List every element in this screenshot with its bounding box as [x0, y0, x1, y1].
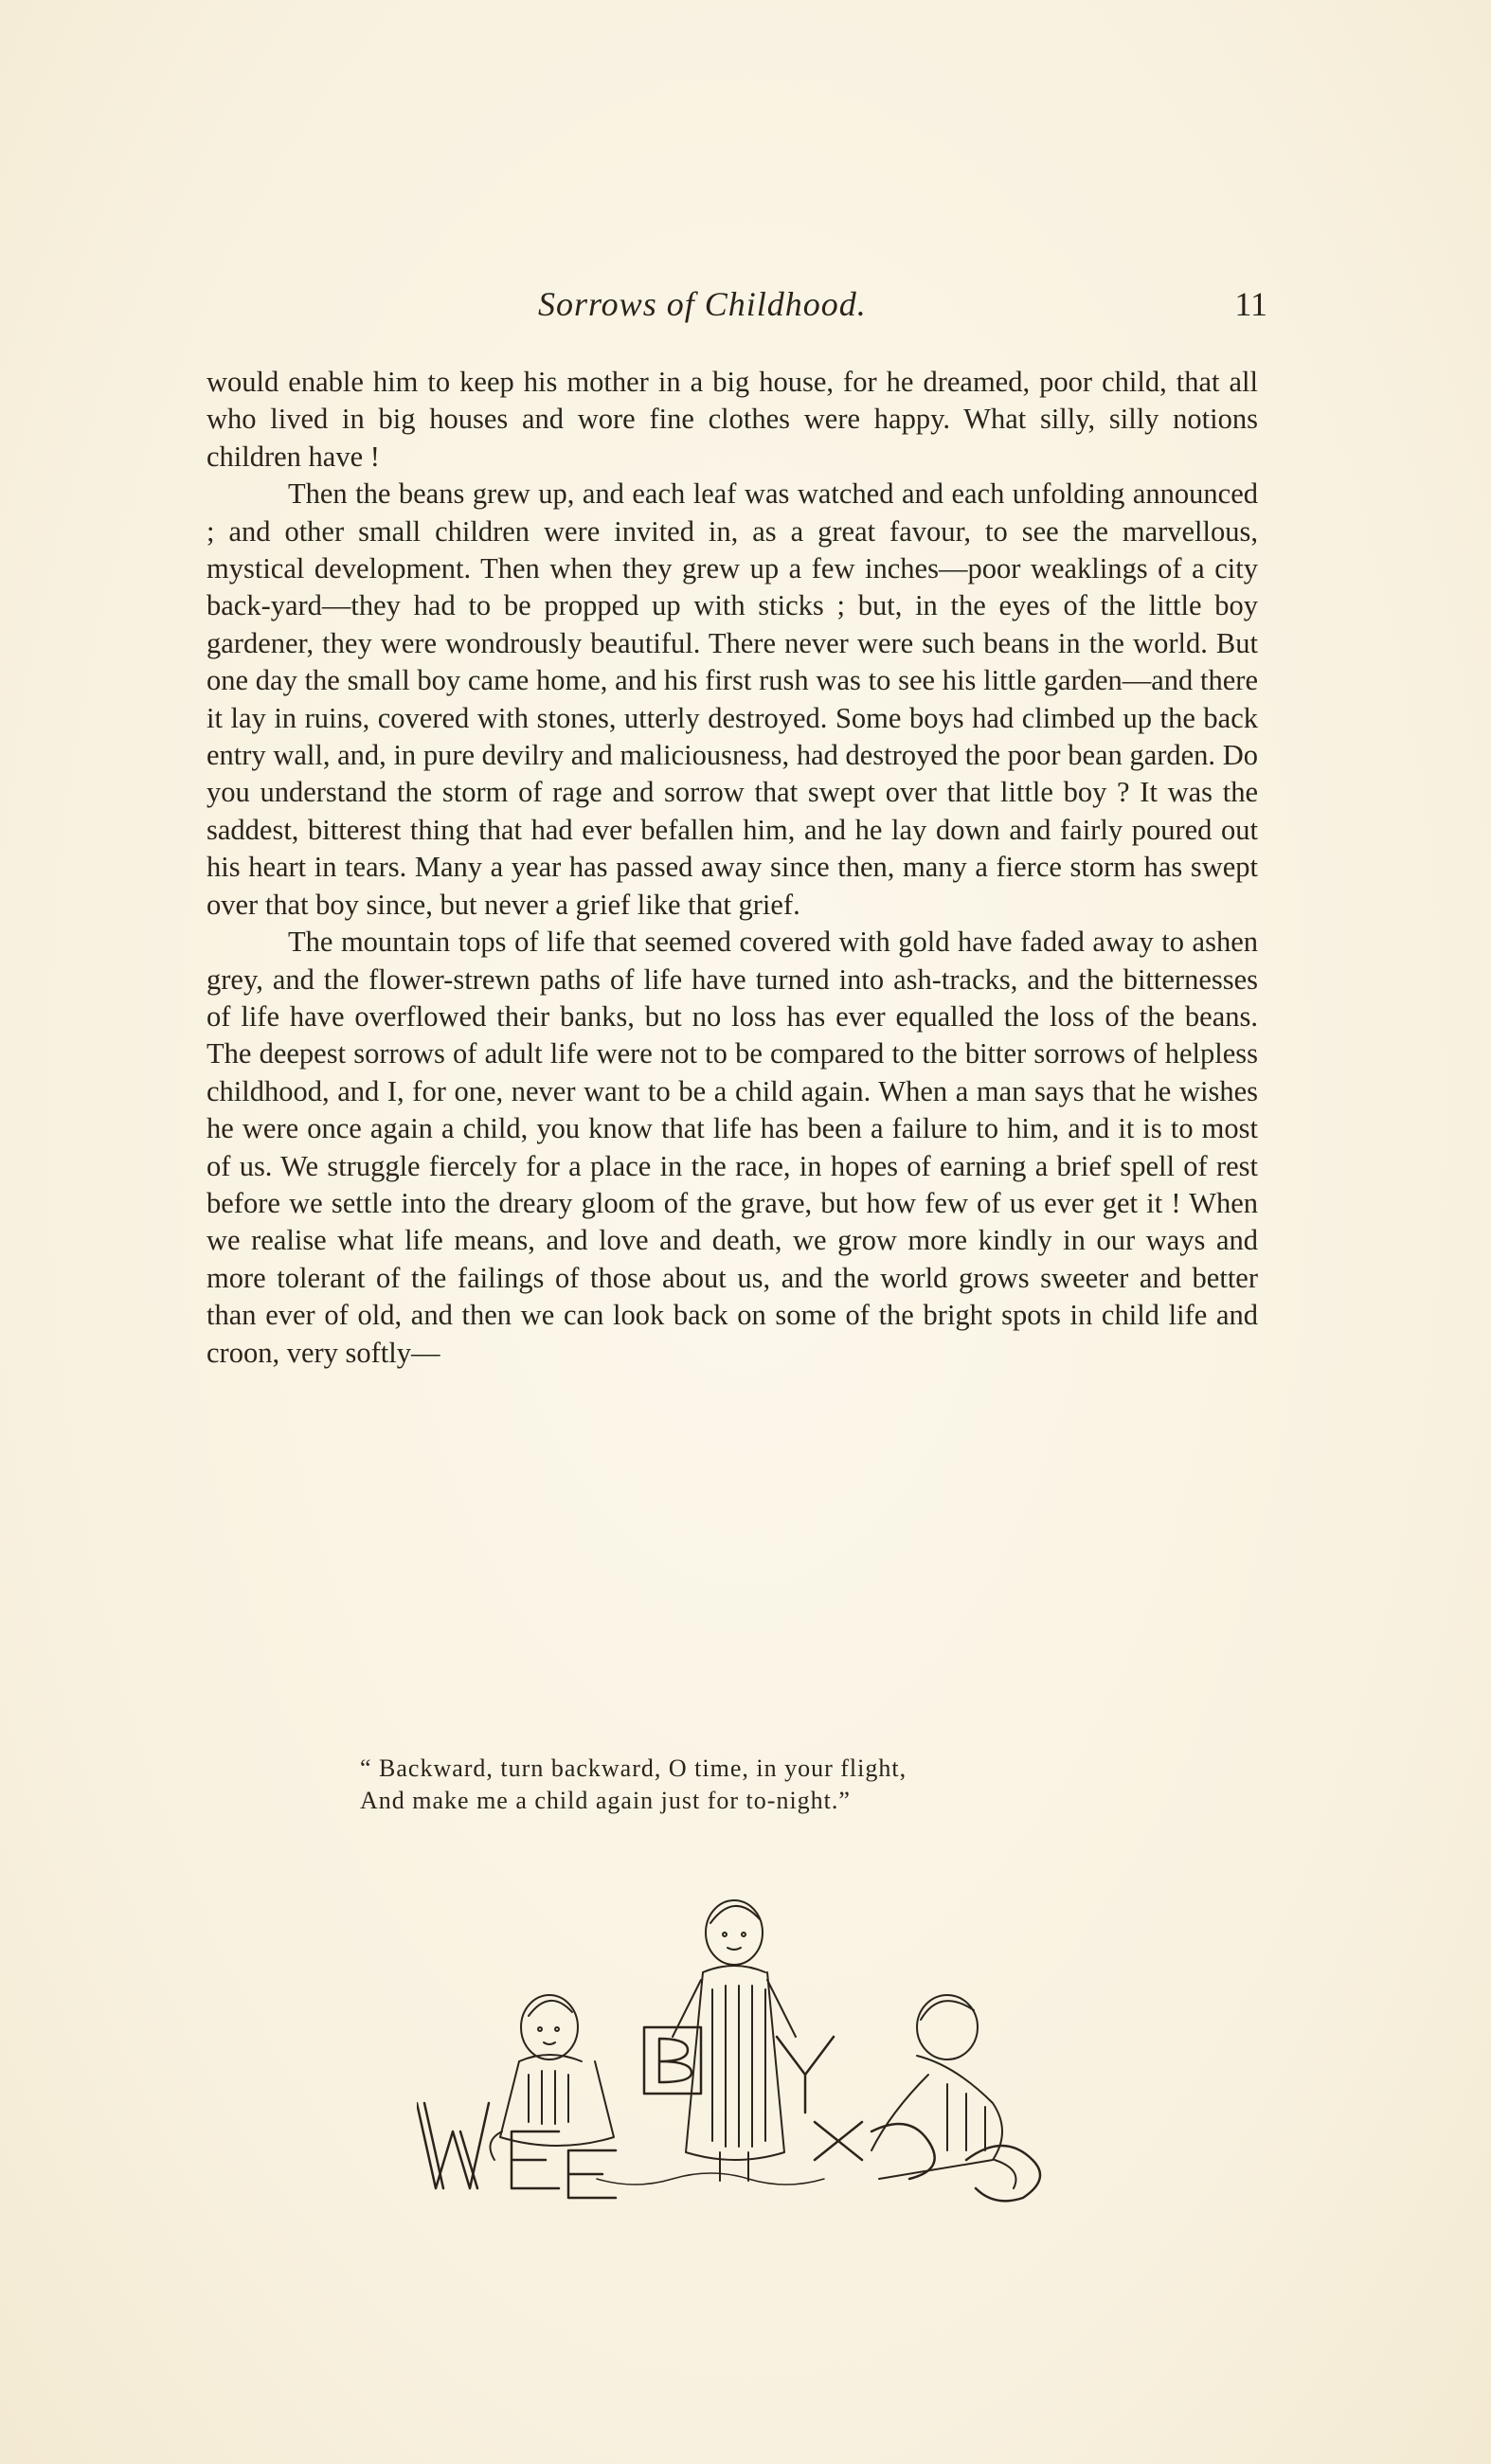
children-with-letters-illustration	[417, 1895, 1080, 2207]
running-title: Sorrows of Childhood.	[538, 285, 867, 323]
verse-quotation	[360, 1753, 1213, 1817]
verse-line-1: “ Backward, turn backward, O time, in your flight,	[360, 1754, 907, 1782]
paragraph-mountain-tops: The mountain tops of life that seemed covered with gold have faded away to ashen grey, and the flower-strewn paths of life have turned into ash-tracks, and the bitternesses of life have overflowed their banks, but no loss has ever equalled the loss of the beans. The deepest sorrows of adult life were not to be compared to the bitter sorrows of helpless childhood, and I, for one, never want to be a child again. When a man says that he wishes he were once again a child, you know that life has been a failure to him, and it is to most of us. We struggle fiercely for a place in the race, in hopes of earning a brief spell of rest before we settle into the dreary gloom of the grave, but how few of us ever get it ! When we realise what life means, and love and death, we grow more kindly in our ways and more tolerant of the failings of those about us, and the world grows sweeter and better than ever of old, and then we can look back on some of the bright spots in child life and croon, very softly—	[207, 926, 1258, 1369]
body-text	[207, 364, 1258, 1372]
page-number: 11	[1234, 285, 1267, 323]
running-head	[207, 284, 1267, 332]
paragraph-continuation: would enable him to keep his mother in a big house, for he dreamed, poor child, that all who lived in big houses and wore fine clothes were happy. What silly, silly notions children have !	[207, 366, 1258, 473]
right-child-figure	[871, 1995, 1016, 2188]
verse-line-2: And make me a child again just for to-night.”	[360, 1787, 851, 1814]
paragraph-beans: Then the beans grew up, and each leaf was watched and each unfolding announced ; and other small children were invited in, as a great favour, to see the marvellous, mystical development. Then when they grew up a few inches—poor weaklings of a city back-yard—they had to be propped up with sticks ; but, in the eyes of the little boy gardener, they were wondrously beautiful. There never were such beans in the world. But one day the small boy came home, and his first rush was to see his little garden—and there it lay in ruins, covered with stones, utterly destroyed. Some boys had climbed up the back entry wall, and, in pure devilry and maliciousness, had destroyed the poor bean garden. Do you understand the storm of rage and sorrow that swept over that little boy ? It was the saddest, bitterest thing that had ever befallen him, and he lay down and fairly poured out his heart in tears. Many a year has passed away since then, many a fierce storm has swept over that boy since, but never a grief like that grief.	[207, 477, 1258, 921]
left-child-figure	[491, 1995, 615, 2160]
middle-child-figure	[673, 1900, 796, 2181]
